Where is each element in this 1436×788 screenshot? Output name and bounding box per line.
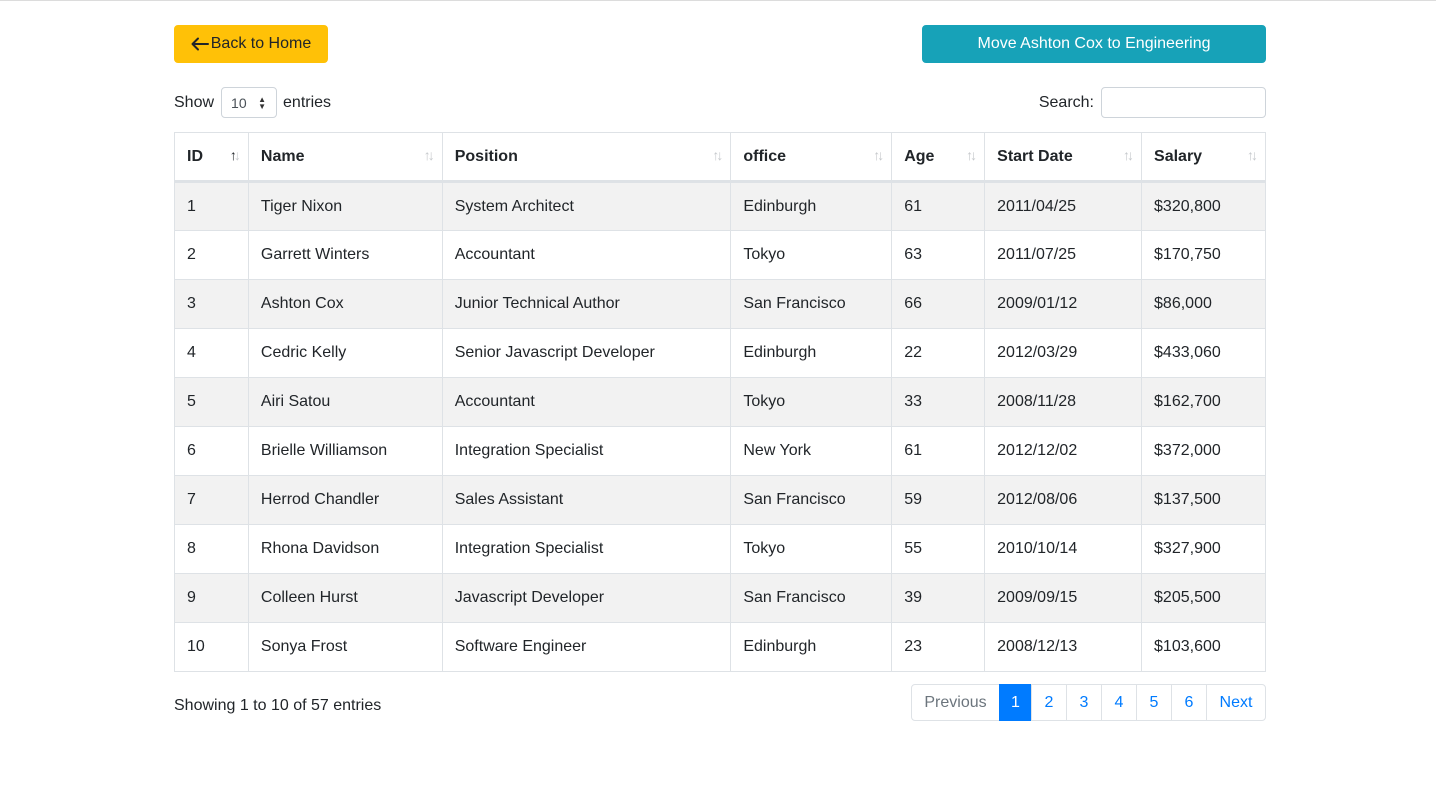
cell-name: Herrod Chandler <box>248 476 442 525</box>
search-control <box>1039 87 1266 118</box>
cell-salary: $433,060 <box>1142 329 1266 378</box>
column-header-office[interactable]: office ↑↓ <box>731 133 892 182</box>
cell-position: Accountant <box>442 231 731 280</box>
cell-position: Sales Assistant <box>442 476 731 525</box>
employees-table <box>174 132 1266 672</box>
cell-salary: $327,900 <box>1142 525 1266 574</box>
cell-name: Rhona Davidson <box>248 525 442 574</box>
sort-arrows-icon: ↑↓ <box>873 147 882 163</box>
pagination-page-5[interactable]: 5 <box>1136 684 1172 721</box>
cell-position: Junior Technical Author <box>442 280 731 329</box>
cell-name: Airi Satou <box>248 378 442 427</box>
cell-name: Sonya Frost <box>248 623 442 672</box>
cell-position: Accountant <box>442 378 731 427</box>
cell-age: 61 <box>892 182 985 231</box>
cell-salary: $170,750 <box>1142 231 1266 280</box>
cell-start-date: 2012/03/29 <box>985 329 1142 378</box>
cell-salary: $86,000 <box>1142 280 1266 329</box>
cell-age: 63 <box>892 231 985 280</box>
column-header-salary[interactable]: Salary ↑↓ <box>1142 133 1266 182</box>
pagination-page-6[interactable]: 6 <box>1171 684 1207 721</box>
column-header-position[interactable]: Position ↑↓ <box>442 133 731 182</box>
move-employee-label: Move Ashton Cox to Engineering <box>977 35 1211 52</box>
pagination-page-4[interactable]: 4 <box>1101 684 1137 721</box>
length-prefix: Show <box>174 93 215 111</box>
cell-position: Senior Javascript Developer <box>442 329 731 378</box>
cell-id: 4 <box>175 329 249 378</box>
cell-office: New York <box>731 427 892 476</box>
cell-position: Javascript Developer <box>442 574 731 623</box>
table-row <box>175 280 1266 329</box>
cell-id: 10 <box>175 623 249 672</box>
arrow-left-icon <box>191 37 209 51</box>
cell-id: 2 <box>175 231 249 280</box>
cell-position: Software Engineer <box>442 623 731 672</box>
table-info: Showing 1 to 10 of 57 entries <box>174 697 382 714</box>
table-row <box>175 476 1266 525</box>
cell-age: 59 <box>892 476 985 525</box>
cell-name: Ashton Cox <box>248 280 442 329</box>
cell-salary: $162,700 <box>1142 378 1266 427</box>
sort-arrows-icon: ↑↓ <box>1123 147 1132 163</box>
cell-office: Tokyo <box>731 378 892 427</box>
table-row <box>175 378 1266 427</box>
cell-salary: $103,600 <box>1142 623 1266 672</box>
pagination-page-1[interactable]: 1 <box>999 684 1032 721</box>
table-row <box>175 427 1266 476</box>
cell-start-date: 2008/11/28 <box>985 378 1142 427</box>
cell-age: 66 <box>892 280 985 329</box>
table-row <box>175 623 1266 672</box>
cell-age: 55 <box>892 525 985 574</box>
cell-id: 7 <box>175 476 249 525</box>
cell-id: 6 <box>175 427 249 476</box>
entries-per-page-value: 10 <box>231 94 247 111</box>
cell-age: 22 <box>892 329 985 378</box>
search-input[interactable] <box>1101 87 1266 118</box>
cell-office: Tokyo <box>731 231 892 280</box>
cell-name: Garrett Winters <box>248 231 442 280</box>
pagination-previous-button[interactable]: Previous <box>911 684 1000 721</box>
cell-name: Colleen Hurst <box>248 574 442 623</box>
sort-arrows-icon: ↑↓ <box>966 147 975 163</box>
table-row <box>175 525 1266 574</box>
cell-office: San Francisco <box>731 574 892 623</box>
sort-arrows-icon: ↑↓ <box>712 147 721 163</box>
cell-start-date: 2012/08/06 <box>985 476 1142 525</box>
pagination-page-2[interactable]: 2 <box>1031 684 1067 721</box>
cell-start-date: 2009/09/15 <box>985 574 1142 623</box>
cell-position: System Architect <box>442 182 731 231</box>
cell-office: Edinburgh <box>731 623 892 672</box>
cell-office: San Francisco <box>731 280 892 329</box>
back-to-home-label: Back to Home <box>210 35 312 52</box>
cell-name: Brielle Williamson <box>248 427 442 476</box>
cell-start-date: 2010/10/14 <box>985 525 1142 574</box>
cell-salary: $137,500 <box>1142 476 1266 525</box>
sort-ascending-icon: ↑↓ <box>229 147 238 163</box>
column-header-age[interactable]: Age ↑↓ <box>892 133 985 182</box>
cell-start-date: 2012/12/02 <box>985 427 1142 476</box>
cell-age: 33 <box>892 378 985 427</box>
cell-age: 39 <box>892 574 985 623</box>
cell-start-date: 2008/12/13 <box>985 623 1142 672</box>
column-header-start-date[interactable]: Start Date ↑↓ <box>985 133 1142 182</box>
pagination-next-button[interactable]: Next <box>1206 684 1266 721</box>
cell-id: 9 <box>175 574 249 623</box>
cell-salary: $372,000 <box>1142 427 1266 476</box>
column-header-name[interactable]: Name ↑↓ <box>248 133 442 182</box>
length-suffix: entries <box>283 93 332 111</box>
search-label: Search: <box>1038 93 1094 111</box>
cell-start-date: 2009/01/12 <box>985 280 1142 329</box>
cell-salary: $205,500 <box>1142 574 1266 623</box>
cell-age: 61 <box>892 427 985 476</box>
cell-name: Tiger Nixon <box>248 182 442 231</box>
cell-age: 23 <box>892 623 985 672</box>
pagination <box>911 684 1266 721</box>
table-row <box>175 329 1266 378</box>
back-to-home-button[interactable] <box>174 25 328 63</box>
cell-office: Edinburgh <box>731 329 892 378</box>
cell-office: Edinburgh <box>731 182 892 231</box>
cell-id: 8 <box>175 525 249 574</box>
entries-per-page-select[interactable] <box>221 87 277 118</box>
entries-length-control <box>174 87 331 118</box>
cell-id: 3 <box>175 280 249 329</box>
top-border <box>0 0 1436 1</box>
cell-position: Integration Specialist <box>442 427 731 476</box>
pagination-page-3[interactable]: 3 <box>1066 684 1102 721</box>
table-row <box>175 574 1266 623</box>
cell-salary: $320,800 <box>1142 182 1266 231</box>
select-caret-icon: ▲ ▼ <box>258 95 267 111</box>
cell-start-date: 2011/07/25 <box>985 231 1142 280</box>
cell-office: San Francisco <box>731 476 892 525</box>
table-row <box>175 231 1266 280</box>
sort-arrows-icon: ↑↓ <box>1247 147 1255 163</box>
cell-office: Tokyo <box>731 525 892 574</box>
cell-id: 1 <box>175 182 249 231</box>
sort-arrows-icon: ↑↓ <box>423 147 432 163</box>
cell-id: 5 <box>175 378 249 427</box>
cell-name: Cedric Kelly <box>248 329 442 378</box>
move-employee-button[interactable] <box>922 25 1266 63</box>
column-header-id[interactable]: ID ↑↓ <box>175 133 249 182</box>
table-header-row <box>175 133 1266 182</box>
cell-start-date: 2011/04/25 <box>985 182 1142 231</box>
table-row <box>175 182 1266 231</box>
cell-position: Integration Specialist <box>442 525 731 574</box>
